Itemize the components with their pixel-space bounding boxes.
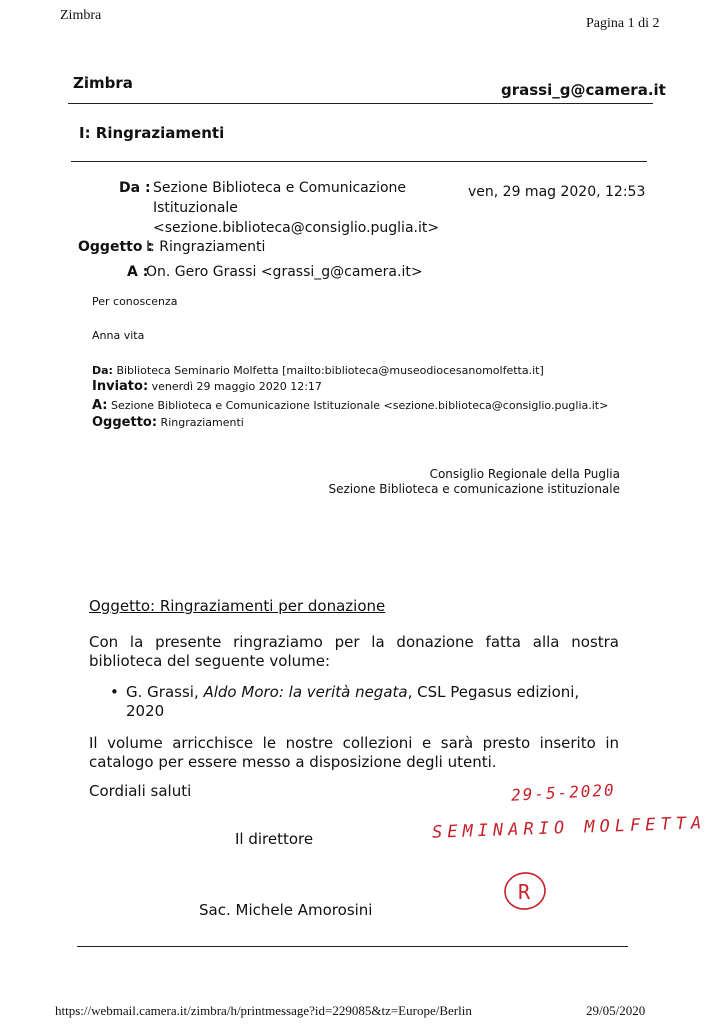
account-email: grassi_g@camera.it xyxy=(501,81,666,99)
handwritten-date: 29-5-2020 xyxy=(510,780,617,805)
signer-title: Il direttore xyxy=(235,830,314,848)
print-header-app: Zimbra xyxy=(60,8,102,23)
forward-subject-value: Ringraziamenti xyxy=(160,416,244,429)
message-title: I: Ringraziamenti xyxy=(79,124,225,142)
subject-label: Oggetto : xyxy=(78,239,153,255)
print-footer-date: 29/05/2020 xyxy=(586,1003,646,1018)
letter-paragraph-2: Il volume arricchisce le nostre collezioni e sarà presto inserito in catalogo per essere messo a disposizione degli utenti. xyxy=(89,734,619,771)
stamp-letter: R xyxy=(518,880,531,904)
forward-subject-line xyxy=(92,414,244,432)
forward-to-label: A: xyxy=(92,398,108,413)
letter-closing: Cordiali saluti xyxy=(89,782,192,800)
message-date: ven, 29 mag 2020, 12:53 xyxy=(468,184,646,200)
list-bullet: • xyxy=(110,683,119,701)
to-value: On. Gero Grassi <grassi_g@camera.it> xyxy=(146,264,423,280)
sender-name-note: Anna vita xyxy=(92,329,145,342)
book-citation xyxy=(126,683,616,721)
title-divider xyxy=(71,161,647,162)
forward-to-value: Sezione Biblioteca e Comunicazione Istituzionale <sezione.biblioteca@consiglio.puglia.it> xyxy=(111,399,609,412)
received-stamp-mark xyxy=(502,869,550,917)
signer-name: Sac. Michele Amorosini xyxy=(199,901,373,919)
handwritten-seminary: SEMINARIO MOLFETTA xyxy=(431,813,707,843)
print-header-page: Pagina 1 di 2 xyxy=(586,16,660,31)
book-title: Aldo Moro: la verità negata xyxy=(203,683,408,701)
footer-divider xyxy=(77,946,628,947)
forward-from-value: Biblioteca Seminario Molfetta [mailto:biblioteca@museodiocesanomolfetta.it] xyxy=(116,364,544,377)
header-divider xyxy=(68,103,653,104)
subject-value: I: Ringraziamenti xyxy=(146,239,266,255)
book-author: G. Grassi, xyxy=(126,683,204,701)
forward-from-label: Da: xyxy=(92,364,113,377)
letter-subject: Oggetto: Ringraziamenti per donazione xyxy=(89,597,386,615)
received-stamp-svg xyxy=(502,869,550,913)
forward-subject-label: Oggetto: xyxy=(92,415,158,430)
letter-paragraph-1: Con la presente ringraziamo per la donazione fatta alla nostra biblioteca del seguente volume: xyxy=(89,633,619,670)
forward-sent-value: venerdì 29 maggio 2020 12:17 xyxy=(151,380,322,393)
brand-title: Zimbra xyxy=(73,74,133,92)
print-footer-url: https://webmail.camera.it/zimbra/h/printmessage?id=229085&tz=Europe/Berlin xyxy=(55,1003,472,1018)
from-value: Sezione Biblioteca e Comunicazione Istituzionale <sezione.biblioteca@consiglio.puglia.it> xyxy=(153,180,440,236)
recipient-line-1: Consiglio Regionale della Puglia xyxy=(429,467,620,481)
recipient-line-2: Sezione Biblioteca e comunicazione istituzionale xyxy=(328,482,620,496)
book-publisher: , CSL Pegasus edizioni, 2020 xyxy=(126,683,580,720)
cc-note: Per conoscenza xyxy=(92,295,178,308)
forward-sent-line xyxy=(92,378,322,396)
to-label: A : xyxy=(127,264,149,280)
from-label: Da : xyxy=(119,180,151,196)
forward-to-line xyxy=(92,397,608,415)
forward-sent-label: Inviato: xyxy=(92,379,149,394)
